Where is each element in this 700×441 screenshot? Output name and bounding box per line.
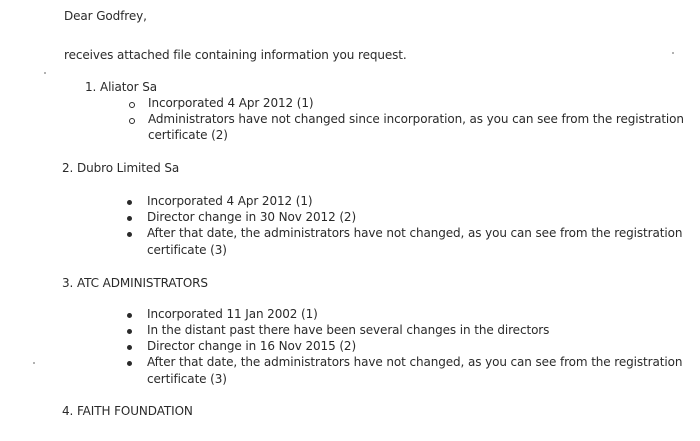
bullet-icon bbox=[127, 200, 132, 205]
greeting: Dear Godfrey, bbox=[64, 9, 147, 23]
list-item: Incorporated 4 Apr 2012 (1) bbox=[147, 194, 313, 208]
scan-speck bbox=[672, 52, 674, 54]
circle-bullet-icon bbox=[129, 118, 135, 124]
bullet-icon bbox=[127, 329, 132, 334]
list-item: Administrators have not changed since incorporation, as you can see from the registration bbox=[148, 112, 684, 126]
list-item: Incorporated 11 Jan 2002 (1) bbox=[147, 307, 318, 321]
bullet-icon bbox=[127, 232, 132, 237]
bullet-icon bbox=[127, 313, 132, 318]
section-heading-atc: 3. ATC ADMINISTRATORS bbox=[62, 276, 208, 290]
list-item-continuation: certificate (3) bbox=[147, 372, 227, 386]
bullet-icon bbox=[127, 216, 132, 221]
bullet-icon bbox=[127, 345, 132, 350]
list-item: Director change in 16 Nov 2015 (2) bbox=[147, 339, 357, 353]
list-item: Director change in 30 Nov 2012 (2) bbox=[147, 210, 357, 224]
list-item: In the distant past there have been several changes in the directors bbox=[147, 323, 550, 337]
circle-bullet-icon bbox=[129, 102, 135, 108]
scan-speck bbox=[33, 362, 35, 364]
section-heading-aliator: 1. Aliator Sa bbox=[85, 80, 157, 94]
intro-text: receives attached file containing information you request. bbox=[64, 48, 407, 62]
list-item: After that date, the administrators have not changed, as you can see from the registration bbox=[147, 226, 683, 240]
list-item-continuation: certificate (2) bbox=[148, 128, 228, 142]
section-heading-dubro: 2. Dubro Limited Sa bbox=[62, 161, 180, 175]
scan-speck bbox=[44, 72, 46, 74]
list-item: After that date, the administrators have not changed, as you can see from the registration bbox=[147, 355, 683, 369]
bullet-icon bbox=[127, 361, 132, 366]
section-heading-faith: 4. FAITH FOUNDATION bbox=[62, 404, 193, 418]
list-item-continuation: certificate (3) bbox=[147, 243, 227, 257]
list-item: Incorporated 4 Apr 2012 (1) bbox=[148, 96, 314, 110]
